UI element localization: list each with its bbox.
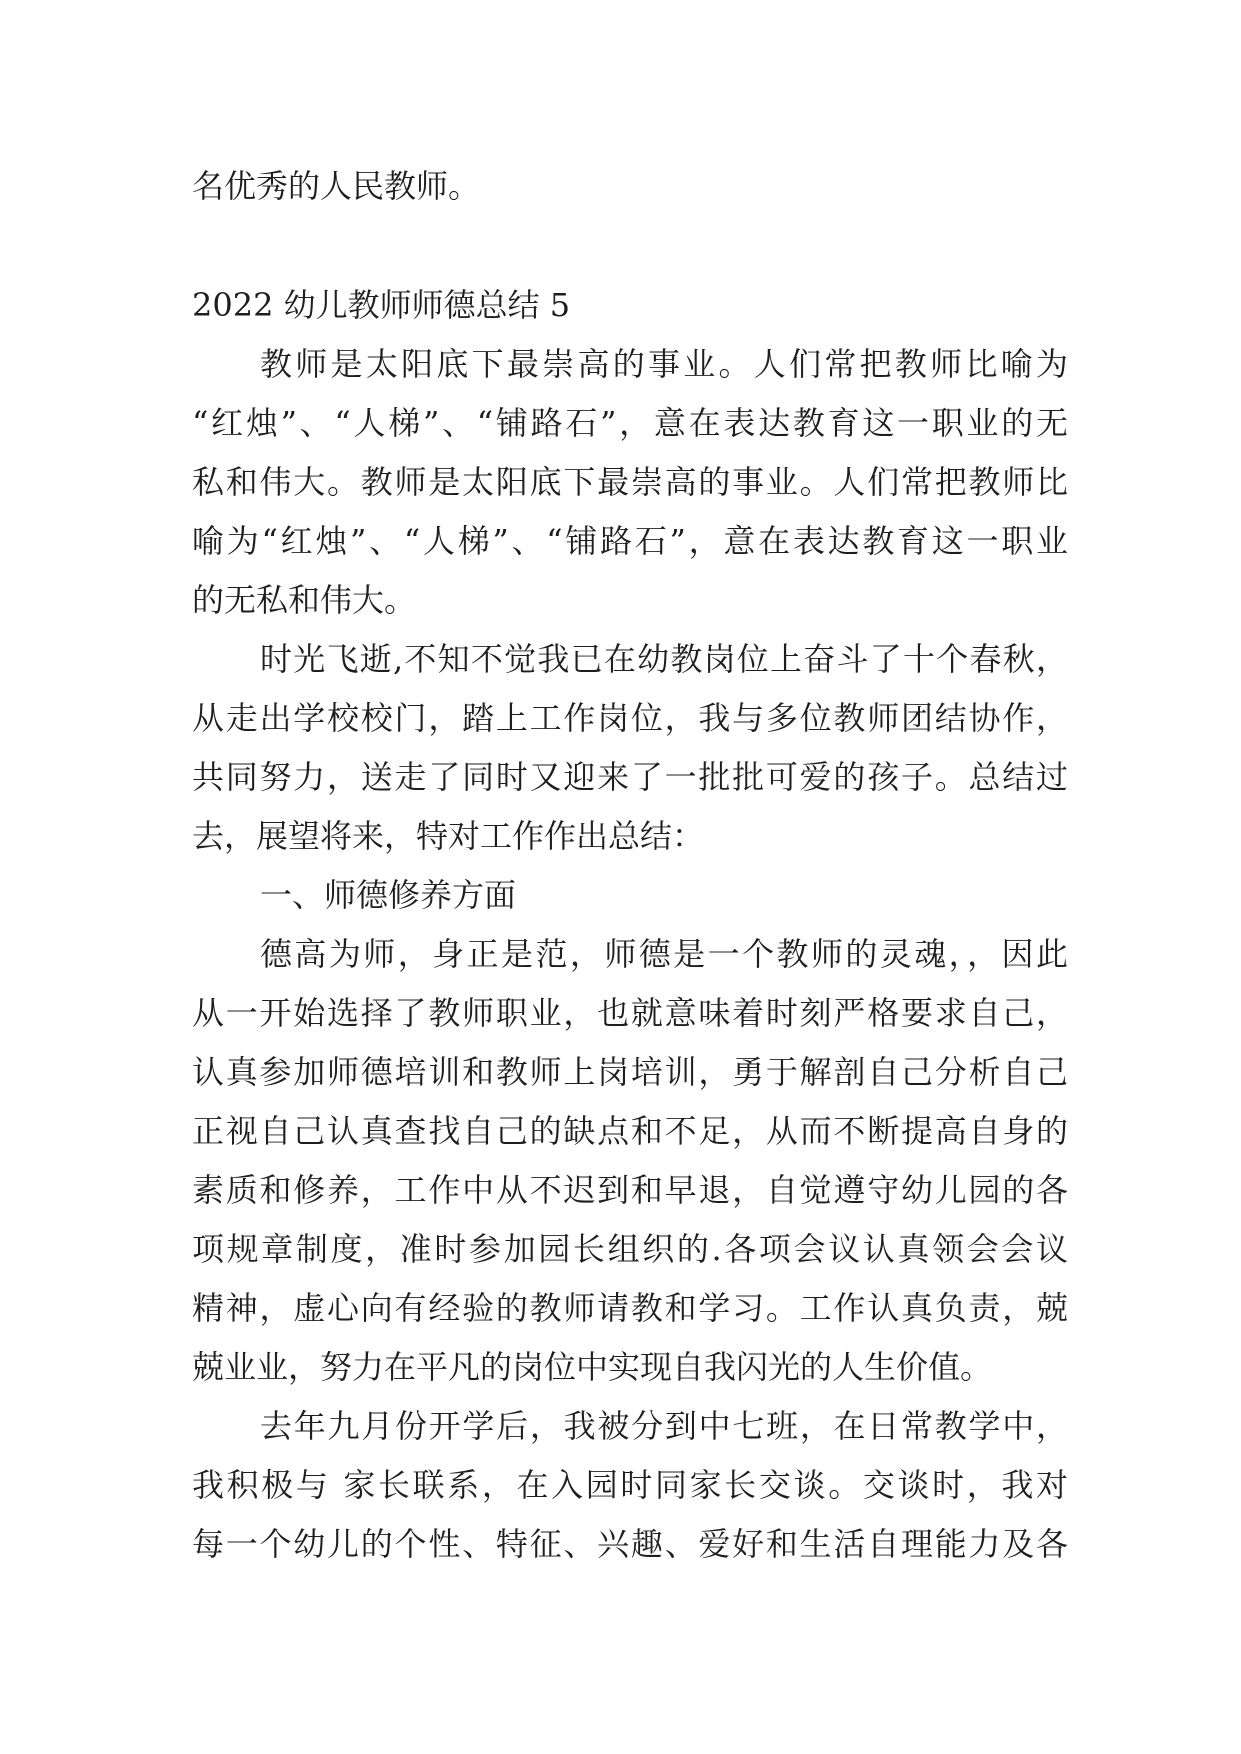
body-line: 素质和修养，工作中从不迟到和早退，自觉遵守幼儿园的各 (192, 1171, 1068, 1209)
body-line: 去，展望将来，特对工作作出总结： (192, 817, 705, 855)
body-line: 私和伟大。教师是太阳底下最崇高的事业。人们常把教师比 (192, 463, 1068, 501)
subsection-heading: 一、师德修养方面 (260, 876, 517, 914)
body-line: 兢业业，努力在平凡的岗位中实现自我闪光的人生价值。 (192, 1348, 993, 1386)
body-line: 每一个幼儿的个性、特征、兴趣、爱好和生活自理能力及各 (192, 1525, 1068, 1563)
body-line: 时光飞逝,不知不觉我已在幼教岗位上奋斗了十个春秋， (260, 640, 1068, 678)
body-line: 认真参加师德培训和教师上岗培训，勇于解剖自己分析自己 (192, 1053, 1068, 1091)
body-line: 德高为师，身正是范，师德是一个教师的灵魂，，因此 (260, 935, 1068, 973)
body-line: 从走出学校校门，踏上工作岗位，我与多位教师团结协作， (192, 699, 1068, 737)
body-line: 从一开始选择了教师职业，也就意味着时刻严格要求自己， (192, 994, 1068, 1032)
body-line: 项规章制度，准时参加园长组织的.各项会议认真领会会议 (192, 1230, 1068, 1268)
body-line: 我积极与 家长联系，在入园时同家长交谈。交谈时，我对 (192, 1466, 1068, 1504)
body-line: 喻为“红烛”、“人梯”、“铺路石”，意在表达教育这一职业 (192, 522, 1068, 560)
body-line: 的无私和伟大。 (192, 581, 417, 619)
body-line: 教师是太阳底下最崇高的事业。人们常把教师比喻为 (260, 345, 1068, 383)
body-line: 精神，虚心向有经验的教师请教和学习。工作认真负责，兢 (192, 1289, 1068, 1327)
body-line: 共同努力，送走了同时又迎来了一批批可爱的孩子。总结过 (192, 758, 1068, 796)
body-line: 正视自己认真查找自己的缺点和不足，从而不断提高自身的 (192, 1112, 1068, 1150)
section-title: 2022 幼儿教师师德总结 5 (192, 286, 571, 324)
body-line: 去年九月份开学后，我被分到中七班，在日常教学中， (260, 1407, 1068, 1445)
body-line: “红烛”、“人梯”、“铺路石”，意在表达教育这一职业的无 (192, 404, 1068, 442)
continued-line: 名优秀的人民教师。 (192, 167, 481, 205)
